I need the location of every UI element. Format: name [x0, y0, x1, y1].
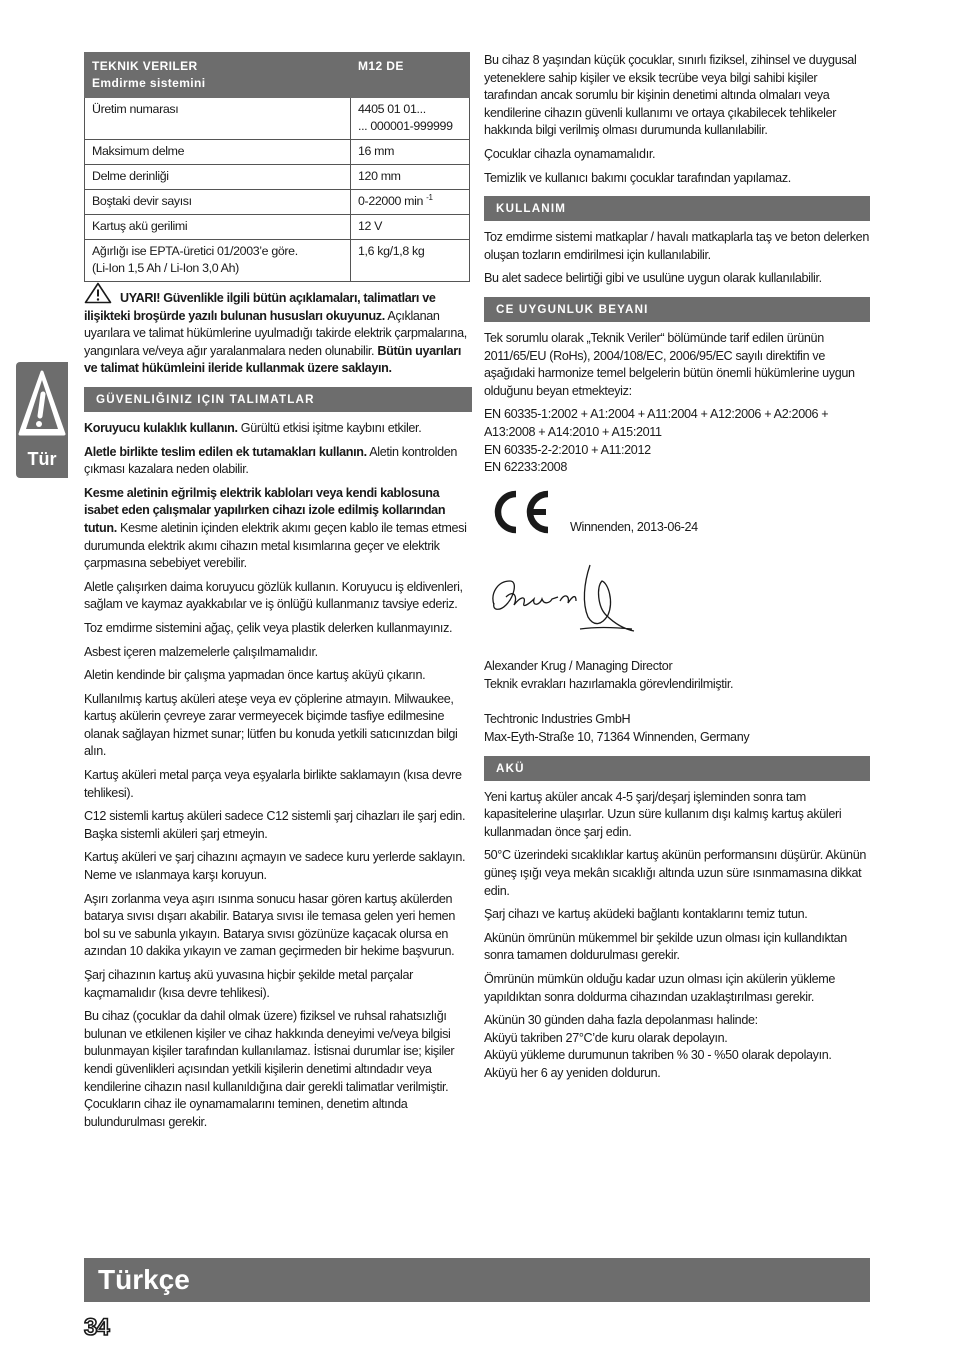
bold-lead: Kesme aletinin eğrilmiş elektrik kabloları veya kendi kablosuna isabet eden çalışmalar yapılırken cihazı izole edilmiş kollarından tutun. [84, 485, 446, 535]
company-name: Techtronic Industries GmbH [484, 712, 631, 727]
storage-line: Aküyü takriben 27°C’de kuru olarak depolayın. [484, 1030, 728, 1045]
spec-value [351, 98, 470, 140]
spec-value: 120 mm [351, 165, 470, 190]
safety-paragraph: Asbest içeren malzemelerle çalışılmamalıdır. [84, 644, 318, 659]
safety-paragraph: C12 sistemli kartuş aküleri sadece C12 sistemli şarj cihazları ile şarj edin. Başka sistemli aküleri şarj etmeyin. [84, 809, 466, 841]
bold-lead: Aletle birlikte teslim edilen ek tutamakları kullanın. [84, 444, 367, 459]
table-row [85, 240, 470, 282]
safety-paragraph: Kartuş aküleri metal parça veya eşyalarla birlikte saklamayın (kısa devre tehlikesi). [84, 768, 462, 800]
safety-paragraph: Aletle çalışırken daima koruyucu gözlük kullanın. Koruyucu iş eldivenleri, sağlam ve kaymaz ayakkabılar ve iş önlüğü kullanmanız tavsiye ederiz. [84, 579, 463, 612]
spec-label: Kartuş akü gerilimi [85, 215, 351, 240]
spec-value [351, 190, 470, 215]
warning-keep-text: Bütün uyarıları ve talimat hükümleini ileride kullanmak üzere saklayın. [84, 343, 461, 376]
paragraph-text: Aletin kontrolden çıkması kazalara neden olabilir. [84, 444, 458, 477]
spec-header-title: TEKNIK VERILER [92, 59, 198, 73]
section-heading-battery: AKÜ [484, 756, 870, 781]
spec-table-header [85, 53, 470, 98]
safety-paragraph: Toz emdirme sistemini ağaç, çelik veya plastik delerken kullanmayınız. [84, 620, 453, 635]
warning-icon [16, 366, 68, 446]
storage-line: Akünün 30 günden daha fazla depolanması halinde: [484, 1013, 758, 1028]
paragraph-text: Gürültü etkisi işitme kaybını etkiler. [237, 420, 422, 435]
standards-line: EN 62233:2008 [484, 460, 567, 475]
warning-bold-text: UYARI! Güvenlikle ilgili bütün açıklamaları, talimatları ve ilişikteki broşürde yazılı bulunan hususları okuyunuz. [84, 291, 436, 323]
usage-paragraph: Bu alet sadece belirtiği gibi ve usulüne uygun olarak kullanılabilir. [484, 271, 822, 286]
safety-paragraph: Bu cihaz (çocuklar da dahil olmak üzere) fiziksel ve ruhsal rahatsızlığı bulunan ve etkilenen kişiler ve cihaz hakkında deneyimi ve/veya bilgisi bulunmayan kişiler tarafından kullanılamaz. İstisnai durumlar ise; kişiler kendi güvenlikleri açısından yetkili kişilerin denetimi altındadır veya kendilerine cihazın nasıl kullanıldığına dair gerekli talimatlar verilmiştir. Çocukların cihaz ile oynamamalarını teminen, denetim altında bulundurulması gerekir. [84, 1009, 455, 1129]
safety-paragraph: Aletin kendinde bir çalışma yapmadan önce kartuş aküyü çıkarın. [84, 668, 426, 683]
warning-text: Açıklanan uyarılara ve talimat hükümlerine uyulmadığı takirde elektrik çarpmalarına, yangınlara ve/veya ağır yaralanmalara neden olunabilir. [84, 308, 467, 358]
spec-value-superscript: -1 [426, 192, 433, 202]
signature-image [484, 553, 654, 649]
page-number: 34 [84, 1314, 109, 1341]
warning-paragraph [84, 282, 472, 378]
safety-paragraph [84, 485, 472, 573]
spec-label: Boştaki devir sayısı [85, 190, 351, 215]
table-row [85, 98, 470, 140]
intro-paragraph: Çocuklar cihazla oynamamalıdır. [484, 146, 656, 161]
spec-label: Delme derinliği [85, 165, 351, 190]
signer-block [484, 658, 870, 693]
bold-lead: Koruyucu kulaklık kullanın. [84, 420, 238, 435]
company-block [484, 711, 870, 746]
usage-paragraph: Toz emdirme sistemi matkaplar / havalı matkaplarla taş ve beton delerken oluşan tozların emdirilmesi için kullanılabilir. [484, 230, 869, 262]
paragraph-text: Kesme aletinin içinden elektrik akımı geçen kablo ile temas etmesi durumunda elektrik akımı cihazın metal kısımlarına geçer ve elektrik çarpmasına sebebiyet verebilir. [84, 520, 467, 571]
safety-paragraph: Kartuş aküleri ve şarj cihazını açmayın ve sadece kuru yerlerde saklayın. Neme ve ıslanmaya karşı koruyun. [84, 850, 466, 883]
footer-language-bar [84, 1258, 870, 1302]
ce-mark-icon [490, 489, 552, 535]
intro-paragraph: Temizlik ve kullanıcı bakımı çocuklar tarafından yapılamaz. [484, 170, 791, 185]
left-column [84, 52, 472, 1137]
spec-value-line: 0-22000 min [358, 194, 424, 208]
section-heading-safety: GÜVENLIĞINIZ IÇIN TALIMATLAR [84, 387, 472, 412]
battery-paragraph: Şarj cihazı ve kartuş aküdeki bağlantı kontaklarını temiz tutun. [484, 907, 808, 922]
warning-triangle-icon [84, 282, 112, 304]
language-side-tab [16, 362, 68, 478]
safety-paragraph [84, 444, 472, 479]
table-row [85, 165, 470, 190]
standards-line: EN 60335-1:2002 + A1:2004 + A11:2004 + A12:2006 + A2:2006 + A13:2008 + A14:2010 + A15:2011 [484, 407, 829, 439]
side-tab-label: Tür [27, 449, 57, 469]
battery-paragraph: 50°C üzerindeki sıcaklıklar kartuş akünün performansını düşürür. Akünün güneş ışığı veya mekân sıcaklığı altında uzun süre ısınmamasına dikkat edin. [484, 848, 866, 898]
spec-value-line: 4405 01 01... [358, 102, 426, 116]
spec-header-subtitle: Emdirme sistemini [92, 76, 206, 90]
signer-role: Teknik evrakları hazırlamakla görevlendirilmiştir. [484, 676, 734, 691]
spec-label-line: (Li-Ion 1,5 Ah / Li-Ion 3,0 Ah) [92, 261, 239, 275]
table-row [85, 140, 470, 165]
storage-line: Aküyü her 6 ay yeniden doldurun. [484, 1065, 661, 1080]
right-column [484, 52, 870, 1089]
section-heading-ce: CE UYGUNLUK BEYANI [484, 297, 870, 322]
section-heading-usage: KULLANIM [484, 196, 870, 221]
place-date: Winnenden, 2013-06-24 [570, 519, 698, 534]
battery-storage [484, 1012, 870, 1082]
spec-label: Maksimum delme [85, 140, 351, 165]
battery-paragraph: Akünün ömrünün mükemmel bir şekilde uzun olması için kullandıktan sonra tamamen doldurulması gerekir. [484, 930, 847, 963]
table-row [85, 190, 470, 215]
safety-paragraph: Kullanılmış kartuş aküleri ateşe veya ev çöplerine atmayın. Milwaukee, kartuş akülerin çevreye zarar vermeyecek biçimde tasfiye edilmesine olanak sağlayan hizmet sunar; lütfen bu konuda yetkili satıcınızdan bilgi alın. [84, 691, 458, 759]
standards-line: EN 60335-2-2:2010 + A11:2012 [484, 442, 651, 457]
battery-paragraph: Yeni kartuş aküler ancak 4-5 şarj/deşarj işleminden sonra tam kapasitelerine ulaşırlar. Uzun süre kullanım dışı kalmış kartuş aküleri kullanmadan önce şarj edin. [484, 789, 842, 839]
spec-value: 1,6 kg/1,8 kg [351, 240, 470, 282]
spec-header-model: M12 DE [351, 53, 470, 98]
ce-mark-block [484, 489, 870, 549]
safety-paragraph: Aşırı zorlanma veya aşırı ısınma sonucu hasar gören kartuş akülerden batarya sıvısı dışarı akabilir. Batarya sıvısı ile temasa gelen yeri hemen bol su ve sabunla yıkayın. Batarya sıvısı gözünüze kaçacak olursa en azından 10 dakika yıkayın ve zaman geçirmeden bir hekime başvurun. [84, 891, 455, 959]
spec-value: 16 mm [351, 140, 470, 165]
spec-label [85, 240, 351, 282]
spec-label-line: Ağırlığı ise EPTA-üretici 01/2003’e göre. [92, 244, 298, 258]
spec-header-left [85, 53, 351, 98]
ce-intro: Tek sorumlu olarak „Teknik Veriler“ bölümünde tarif edilen ürünün 2011/65/EU (RoHs), 2004/108/EC, 2006/95/EC sayılı direktifin ve aşağıdaki harmonize temel belgelerin bütün önemli hükümlerine uygun olduğunu beyan etmekteyiz: [484, 330, 855, 398]
safety-paragraph: Şarj cihazının kartuş akü yuvasına hiçbir şekilde metal parçalar kaçmamalıdır (kısa devre tehlikesi). [84, 968, 413, 1000]
tech-spec-table [84, 52, 470, 282]
company-address: Max-Eyth-Straße 10, 71364 Winnenden, Germany [484, 730, 750, 745]
ce-standards [484, 406, 870, 476]
spec-value: 12 V [351, 215, 470, 240]
intro-paragraph: Bu cihaz 8 yaşından küçük çocuklar, sınırlı fiziksel, zihinsel ve duygusal yeteneklere sahip kişiler ve eksik tecrübe veya bilgi sahibi kişiler tarafından ancak sorumlu bir kişinin denetimi altında olmaları veya kendilerine cihazın güvenli kullanımı ve ortaya çıkabilecek tehlikeler hakkında bilgi verilmiş olması durumunda kullanılabilir. [484, 53, 857, 138]
battery-paragraph: Ömrünün mümkün olduğu kadar uzun olması için akülerin yükleme yapıldıktan sonra doldurma cihazından uzaklaştırılması gerekir. [484, 972, 836, 1004]
storage-line: Aküyü yükleme durumunun takriben % 30 - %50 olarak depolayın. [484, 1048, 832, 1063]
footer-language: Türkçe [98, 1264, 190, 1295]
spec-value-line: ... 000001-999999 [358, 119, 453, 133]
signer-name: Alexander Krug / Managing Director [484, 659, 673, 674]
spec-label: Üretim numarası [85, 98, 351, 140]
safety-paragraph [84, 420, 472, 438]
table-row [85, 215, 470, 240]
